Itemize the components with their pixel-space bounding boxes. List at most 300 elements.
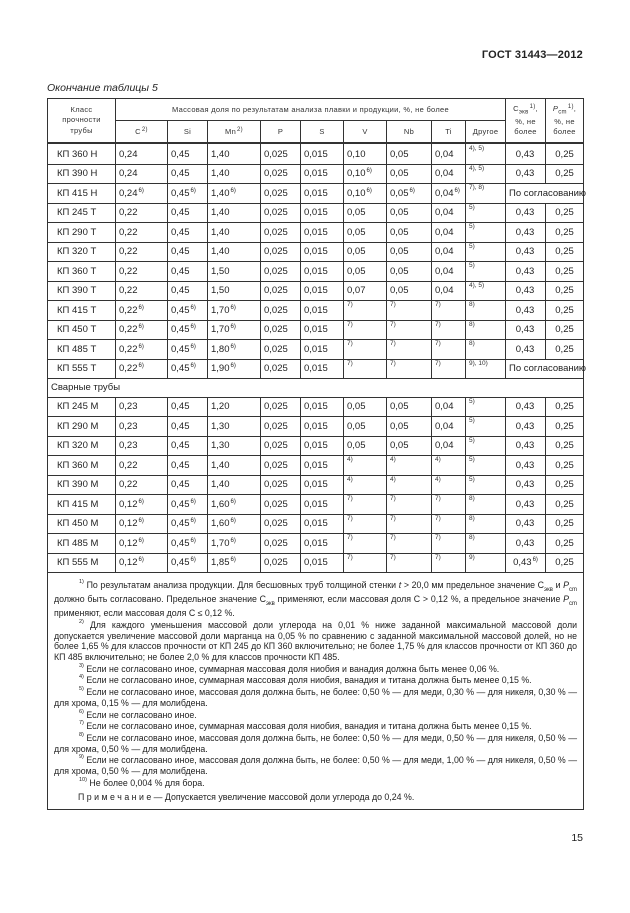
cell-ti: 0,04 (432, 242, 466, 262)
header-mass-fraction: Массовая доля по результатам анализа плавки и продукции, %, не более (116, 99, 506, 121)
cell-mn: 1,50 (208, 281, 261, 301)
cell-mn: 1,70$^{6)}$ (208, 301, 261, 321)
cell-pcm: 0,25 (546, 203, 584, 223)
cell-grade: КП 360 Т (48, 262, 116, 282)
cell-v: 0,05 (344, 242, 387, 262)
cell-ceq: 0,43 (506, 262, 546, 282)
cell-nb: 7) (387, 553, 432, 573)
cell-other: 5) (466, 417, 506, 437)
cell-pcm: 0,25 (546, 164, 584, 184)
footnote-4: $^{4)}$ Если не согласовано иное, суммарная массовая доля ниобия, ванадия и титана должна быть менее 0,15 %. (79, 674, 532, 686)
cell-mn: 1,60$^{6)}$ (208, 495, 261, 515)
cell-nb: 0,05 (387, 143, 432, 164)
table-row (48, 320, 584, 340)
cell-mn: 1,40 (208, 475, 261, 495)
cell-c: 0,12$^{6)}$ (116, 534, 168, 554)
cell-p: 0,025 (261, 242, 301, 262)
cell-p: 0,025 (261, 436, 301, 456)
cell-s: 0,015 (301, 184, 344, 204)
cell-pcm: 0,25 (546, 456, 584, 476)
cell-c: 0,22$^{6)}$ (116, 301, 168, 321)
cell-nb: 7) (387, 495, 432, 515)
cell-si: 0,45 (168, 475, 208, 495)
cell-ti: 7) (432, 514, 466, 534)
cell-v: 7) (344, 359, 387, 379)
cell-ceq: 0,43 (506, 436, 546, 456)
cell-ti: 7) (432, 320, 466, 340)
cell-c: 0,12$^{6)}$ (116, 495, 168, 515)
cell-nb: 0,05 (387, 164, 432, 184)
cell-s: 0,015 (301, 514, 344, 534)
cell-other: 5) (466, 203, 506, 223)
cell-ceq: 0,43 (506, 514, 546, 534)
cell-ti: 0,04 (432, 223, 466, 243)
cell-si: 0,45$^{6)}$ (168, 340, 208, 360)
cell-grade: КП 485 М (48, 534, 116, 554)
cell-nb: 4) (387, 456, 432, 476)
cell-p: 0,025 (261, 495, 301, 515)
cell-s: 0,015 (301, 164, 344, 184)
cell-ti: 0,04 (432, 436, 466, 456)
cell-grade: КП 555 Т (48, 359, 116, 379)
cell-other: 8) (466, 340, 506, 360)
cell-v: 4) (344, 475, 387, 495)
cell-pcm: 0,25 (546, 320, 584, 340)
cell-ti: 0,04 (432, 262, 466, 282)
cell-v: 0,05 (344, 262, 387, 282)
cell-si: 0,45 (168, 436, 208, 456)
cell-si: 0,45 (168, 242, 208, 262)
cell-s: 0,015 (301, 320, 344, 340)
cell-c: 0,22 (116, 475, 168, 495)
cell-grade: КП 360 Н (48, 143, 116, 164)
cell-p: 0,025 (261, 281, 301, 301)
cell-pcm: 0,25 (546, 262, 584, 282)
cell-s: 0,015 (301, 262, 344, 282)
cell-ti: 7) (432, 553, 466, 573)
cell-grade: КП 390 Т (48, 281, 116, 301)
cell-grade: КП 390 Н (48, 164, 116, 184)
cell-si: 0,45$^{6)}$ (168, 514, 208, 534)
cell-ti: 4) (432, 475, 466, 495)
cell-s: 0,015 (301, 340, 344, 360)
cell-grade: КП 390 М (48, 475, 116, 495)
cell-p: 0,025 (261, 320, 301, 340)
cell-si: 0,45 (168, 397, 208, 417)
cell-p: 0,025 (261, 534, 301, 554)
cell-p: 0,025 (261, 514, 301, 534)
cell-other: 4), 5) (466, 281, 506, 301)
cell-other: 8) (466, 495, 506, 515)
cell-mn: 1,60$^{6)}$ (208, 514, 261, 534)
cell-nb: 0,05 (387, 281, 432, 301)
cell-other: 8) (466, 320, 506, 340)
cell-v: 7) (344, 553, 387, 573)
cell-v: 4) (344, 456, 387, 476)
cell-pcm: 0,25 (546, 340, 584, 360)
cell-ti: 4) (432, 456, 466, 476)
cell-si: 0,45$^{6)}$ (168, 184, 208, 204)
cell-nb: 0,05 (387, 223, 432, 243)
welded-rows (48, 397, 584, 573)
cell-mn: 1,40 (208, 456, 261, 476)
footnote-1: $^{1)}$ По результатам анализа продукции. Для бесшовных труб толщиной стенки t > 20,0 мм предельное значение $С_{экв}$ и $P_{cm}$ должно быть согласовано. Предельное значение $С_{экв}$ применяют, если массовая доля С > 0,12 %, а предельное значение $P_{cm}$ применяют, если массовая доля С ≤ 0,12 %. (54, 579, 578, 619)
cell-pcm: 0,25 (546, 242, 584, 262)
cell-si: 0,45 (168, 281, 208, 301)
cell-mn: 1,40 (208, 164, 261, 184)
table-row (48, 553, 584, 573)
table-row (48, 184, 584, 204)
table-row (48, 534, 584, 554)
cell-v: 0,05 (344, 397, 387, 417)
header-c: $С^{2)}$ (116, 121, 168, 144)
cell-other: 9), 10) (466, 359, 506, 379)
cell-s: 0,015 (301, 223, 344, 243)
cell-grade: КП 360 М (48, 456, 116, 476)
table-row (48, 475, 584, 495)
cell-v: 0,10 (344, 143, 387, 164)
cell-p: 0,025 (261, 340, 301, 360)
cell-si: 0,45$^{6)}$ (168, 495, 208, 515)
table-row (48, 301, 584, 321)
document-standard-number: ГОСТ 31443—2012 (481, 49, 583, 61)
cell-nb: 0,05 (387, 397, 432, 417)
cell-s: 0,015 (301, 534, 344, 554)
cell-other: 8) (466, 514, 506, 534)
cell-p: 0,025 (261, 417, 301, 437)
cell-pcm: 0,25 (546, 553, 584, 573)
cell-c: 0,22 (116, 223, 168, 243)
cell-s: 0,015 (301, 203, 344, 223)
cell-si: 0,45 (168, 456, 208, 476)
table-row (48, 359, 584, 379)
cell-mn: 1,40 (208, 223, 261, 243)
cell-mn: 1,85$^{6)}$ (208, 553, 261, 573)
cell-other: 4), 5) (466, 164, 506, 184)
cell-ti: 7) (432, 301, 466, 321)
cell-grade: КП 320 Т (48, 242, 116, 262)
table-row (48, 164, 584, 184)
cell-grade: КП 290 Т (48, 223, 116, 243)
cell-ceq: 0,43 (506, 340, 546, 360)
header-si: Si (168, 121, 208, 144)
cell-nb: 0,05 (387, 436, 432, 456)
header-pcm: $Р_{cm}^{1)}$, %, не более (546, 99, 584, 144)
cell-nb: 7) (387, 534, 432, 554)
cell-c: 0,23 (116, 417, 168, 437)
cell-pcm: 0,25 (546, 223, 584, 243)
cell-other: 4), 5) (466, 143, 506, 164)
cell-grade: КП 415 Т (48, 301, 116, 321)
cell-c: 0,22$^{6)}$ (116, 340, 168, 360)
cell-other: 8) (466, 301, 506, 321)
page-number: 15 (571, 832, 583, 844)
cell-si: 0,45$^{6)}$ (168, 320, 208, 340)
cell-p: 0,025 (261, 143, 301, 164)
header-ti: Ti (432, 121, 466, 144)
cell-other: 5) (466, 475, 506, 495)
footnote-6: $^{6)}$ Если не согласовано иное. (79, 708, 197, 720)
cell-s: 0,015 (301, 397, 344, 417)
cell-mn: 1,40 (208, 203, 261, 223)
cell-mn: 1,40 (208, 242, 261, 262)
cell-v: 0,05 (344, 223, 387, 243)
cell-pcm: 0,25 (546, 514, 584, 534)
cell-si: 0,45 (168, 262, 208, 282)
cell-pcm: 0,25 (546, 301, 584, 321)
cell-ceq: 0,43 (506, 143, 546, 164)
cell-c: 0,22$^{6)}$ (116, 359, 168, 379)
header-s: S (301, 121, 344, 144)
footnote-10: $^{10)}$ Не более 0,004 % для бора. (79, 776, 205, 788)
cell-ti: 0,04 (432, 143, 466, 164)
cell-s: 0,015 (301, 143, 344, 164)
cell-ti: 0,04$^{6)}$ (432, 184, 466, 204)
cell-pcm: 0,25 (546, 475, 584, 495)
cell-merged: По согласованию (506, 184, 584, 204)
cell-mn: 1,40$^{6)}$ (208, 184, 261, 204)
footnote-8: $^{8)}$ Если не согласовано иное, массовая доля должна быть, не более: 0,50 % — для меди, 0,50 % — для никеля, 0,50 % — для хрома, 0,50 % — для молибдена. (54, 732, 577, 754)
cell-p: 0,025 (261, 203, 301, 223)
cell-s: 0,015 (301, 301, 344, 321)
cell-ceq: 0,43 (506, 281, 546, 301)
table-note: П р и м е ч а н и е — Допускается увеличение массовой доли углерода до 0,24 %. (78, 791, 415, 802)
cell-other: 5) (466, 436, 506, 456)
cell-v: 7) (344, 320, 387, 340)
table-row (48, 203, 584, 223)
cell-mn: 1,20 (208, 397, 261, 417)
cell-v: 0,07 (344, 281, 387, 301)
cell-p: 0,025 (261, 301, 301, 321)
footnote-5: $^{5)}$ Если не согласовано иное, массовая доля должна быть, не более: 0,50 % — для меди, 0,30 % — для никеля, 0,30 % — для хрома, 0,15 % — для молибдена. (54, 686, 577, 708)
cell-pcm: 0,25 (546, 397, 584, 417)
cell-grade: КП 290 М (48, 417, 116, 437)
cell-c: 0,22 (116, 203, 168, 223)
cell-other: 5) (466, 242, 506, 262)
cell-ti: 0,04 (432, 281, 466, 301)
cell-v: 7) (344, 514, 387, 534)
footnote-7: $^{7)}$ Если не согласовано иное, суммарная массовая доля ниобия, ванадия и титана должна быть менее 0,15 %. (79, 720, 532, 732)
cell-other: 9) (466, 553, 506, 573)
cell-p: 0,025 (261, 456, 301, 476)
cell-grade: КП 415 Н (48, 184, 116, 204)
cell-p: 0,025 (261, 397, 301, 417)
footnote-2: $^{2)}$ Для каждого уменьшения массовой доли углерода на 0,01 % ниже заданной максимальной массовой доли допускается увеличение массовой доли марганца на 0,05 % по сравнению с заданной максимальной массовой долей, но не более 1,65 % для классов прочности от КП 245 до КП 360 включительно; не более 1,75 % для классов прочности от КП 360 до КП 485 включительно; не более 2,0 % для классов прочности КП 485. (54, 618, 578, 662)
cell-nb: 7) (387, 301, 432, 321)
seamless-rows (48, 143, 587, 379)
cell-nb: 0,05 (387, 203, 432, 223)
cell-c: 0,12$^{6)}$ (116, 553, 168, 573)
header-v: V (344, 121, 387, 144)
table-row (48, 340, 584, 360)
cell-merged: По согласованию (506, 359, 584, 379)
cell-pcm: 0,25 (546, 143, 584, 164)
cell-mn: 1,90$^{6)}$ (208, 359, 261, 379)
cell-pcm: 0,25 (546, 417, 584, 437)
cell-c: 0,22 (116, 242, 168, 262)
cell-nb: 7) (387, 359, 432, 379)
chemical-composition-table (47, 98, 587, 810)
cell-nb: 7) (387, 514, 432, 534)
cell-ceq: 0,43 (506, 475, 546, 495)
cell-s: 0,015 (301, 281, 344, 301)
cell-si: 0,45 (168, 143, 208, 164)
cell-grade: КП 485 Т (48, 340, 116, 360)
cell-si: 0,45$^{6)}$ (168, 359, 208, 379)
cell-s: 0,015 (301, 436, 344, 456)
table-row (48, 143, 584, 164)
cell-nb: 7) (387, 320, 432, 340)
cell-v: 0,05 (344, 417, 387, 437)
cell-si: 0,45 (168, 223, 208, 243)
table-row (48, 495, 584, 515)
footnote-9: $^{9)}$ Если не согласовано иное, массовая доля должна быть, не более: 0,50 % — для меди, 1,00 % — для никеля, 0,50 % — для хрома, 0,50 % — для молибдена. (54, 754, 577, 777)
cell-ceq: 0,43$^{6)}$ (506, 553, 546, 573)
cell-ti: 0,04 (432, 417, 466, 437)
cell-other: 8) (466, 534, 506, 554)
cell-mn: 1,50 (208, 262, 261, 282)
cell-ceq: 0,43 (506, 534, 546, 554)
cell-si: 0,45 (168, 203, 208, 223)
cell-si: 0,45$^{6)}$ (168, 301, 208, 321)
cell-c: 0,23 (116, 436, 168, 456)
cell-p: 0,025 (261, 553, 301, 573)
cell-c: 0,12$^{6)}$ (116, 514, 168, 534)
cell-si: 0,45 (168, 417, 208, 437)
cell-grade: КП 450 Т (48, 320, 116, 340)
cell-p: 0,025 (261, 262, 301, 282)
cell-grade: КП 320 М (48, 436, 116, 456)
header-ceq: $С_{экв}^{1)}$, %, не более (506, 99, 546, 144)
cell-c: 0,24 (116, 143, 168, 164)
cell-v: 7) (344, 301, 387, 321)
cell-s: 0,015 (301, 495, 344, 515)
cell-ti: 0,04 (432, 397, 466, 417)
cell-s: 0,015 (301, 553, 344, 573)
cell-other: 5) (466, 397, 506, 417)
cell-mn: 1,30 (208, 436, 261, 456)
cell-s: 0,015 (301, 475, 344, 495)
cell-grade: КП 245 Т (48, 203, 116, 223)
cell-ceq: 0,43 (506, 456, 546, 476)
cell-c: 0,22$^{6)}$ (116, 320, 168, 340)
cell-grade: КП 450 М (48, 514, 116, 534)
cell-nb: 0,05$^{6)}$ (387, 184, 432, 204)
cell-nb: 7) (387, 340, 432, 360)
cell-pcm: 0,25 (546, 534, 584, 554)
cell-si: 0,45$^{6)}$ (168, 553, 208, 573)
cell-ti: 0,04 (432, 164, 466, 184)
header-strength-class: Класс прочности трубы (48, 99, 116, 144)
cell-s: 0,015 (301, 417, 344, 437)
cell-ceq: 0,43 (506, 495, 546, 515)
cell-si: 0,45 (168, 164, 208, 184)
cell-v: 7) (344, 495, 387, 515)
table-row (48, 281, 584, 301)
cell-s: 0,015 (301, 359, 344, 379)
header-mn: Mn$^{2)}$ (208, 121, 261, 144)
table-row (48, 456, 584, 476)
cell-other: 7), 8) (466, 184, 506, 204)
cell-other: 5) (466, 223, 506, 243)
footnote-3: $^{3)}$ Если не согласовано иное, суммарная массовая доля ниобия и ванадия должна быть менее 0,06 %. (79, 662, 500, 674)
cell-p: 0,025 (261, 359, 301, 379)
cell-mn: 1,40 (208, 143, 261, 164)
cell-c: 0,22 (116, 456, 168, 476)
section-welded-pipes: Сварные трубы (48, 379, 584, 398)
cell-ti: 7) (432, 495, 466, 515)
cell-ti: 0,04 (432, 203, 466, 223)
footnotes (48, 573, 584, 810)
cell-nb: 0,05 (387, 417, 432, 437)
cell-si: 0,45$^{6)}$ (168, 534, 208, 554)
cell-p: 0,025 (261, 475, 301, 495)
cell-c: 0,22 (116, 262, 168, 282)
header-other: Другое (466, 121, 506, 144)
table-row (48, 223, 584, 243)
cell-c: 0,24$^{6)}$ (116, 184, 168, 204)
cell-v: 0,05 (344, 436, 387, 456)
cell-v: 7) (344, 534, 387, 554)
cell-ceq: 0,43 (506, 397, 546, 417)
cell-p: 0,025 (261, 223, 301, 243)
table-row (48, 242, 584, 262)
cell-nb: 0,05 (387, 242, 432, 262)
cell-pcm: 0,25 (546, 495, 584, 515)
table-row (48, 397, 584, 417)
cell-ceq: 0,43 (506, 242, 546, 262)
header-nb: Nb (387, 121, 432, 144)
cell-v: 7) (344, 340, 387, 360)
cell-ceq: 0,43 (506, 223, 546, 243)
cell-v: 0,05 (344, 203, 387, 223)
cell-ti: 7) (432, 359, 466, 379)
cell-ceq: 0,43 (506, 164, 546, 184)
cell-p: 0,025 (261, 184, 301, 204)
header-p: P (261, 121, 301, 144)
cell-mn: 1,70$^{6)}$ (208, 534, 261, 554)
table-row (48, 417, 584, 437)
cell-grade: КП 245 М (48, 397, 116, 417)
cell-mn: 1,80$^{6)}$ (208, 340, 261, 360)
cell-pcm: 0,25 (546, 436, 584, 456)
cell-ti: 7) (432, 534, 466, 554)
cell-mn: 1,30 (208, 417, 261, 437)
table-row (48, 436, 584, 456)
cell-nb: 0,05 (387, 262, 432, 282)
cell-c: 0,22 (116, 281, 168, 301)
cell-c: 0,24 (116, 164, 168, 184)
cell-ceq: 0,43 (506, 203, 546, 223)
cell-mn: 1,70$^{6)}$ (208, 320, 261, 340)
cell-ceq: 0,43 (506, 301, 546, 321)
cell-ceq: 0,43 (506, 320, 546, 340)
cell-c: 0,23 (116, 397, 168, 417)
table-row (48, 514, 584, 534)
cell-grade: КП 555 М (48, 553, 116, 573)
cell-grade: КП 415 М (48, 495, 116, 515)
cell-v: 0,10$^{6)}$ (344, 184, 387, 204)
cell-v: 0,10$^{6)}$ (344, 164, 387, 184)
cell-p: 0,025 (261, 164, 301, 184)
cell-ti: 7) (432, 340, 466, 360)
cell-nb: 4) (387, 475, 432, 495)
table-row (48, 262, 584, 282)
cell-pcm: 0,25 (546, 281, 584, 301)
cell-other: 5) (466, 456, 506, 476)
cell-ceq: 0,43 (506, 417, 546, 437)
table-caption: Окончание таблицы 5 (47, 82, 158, 94)
